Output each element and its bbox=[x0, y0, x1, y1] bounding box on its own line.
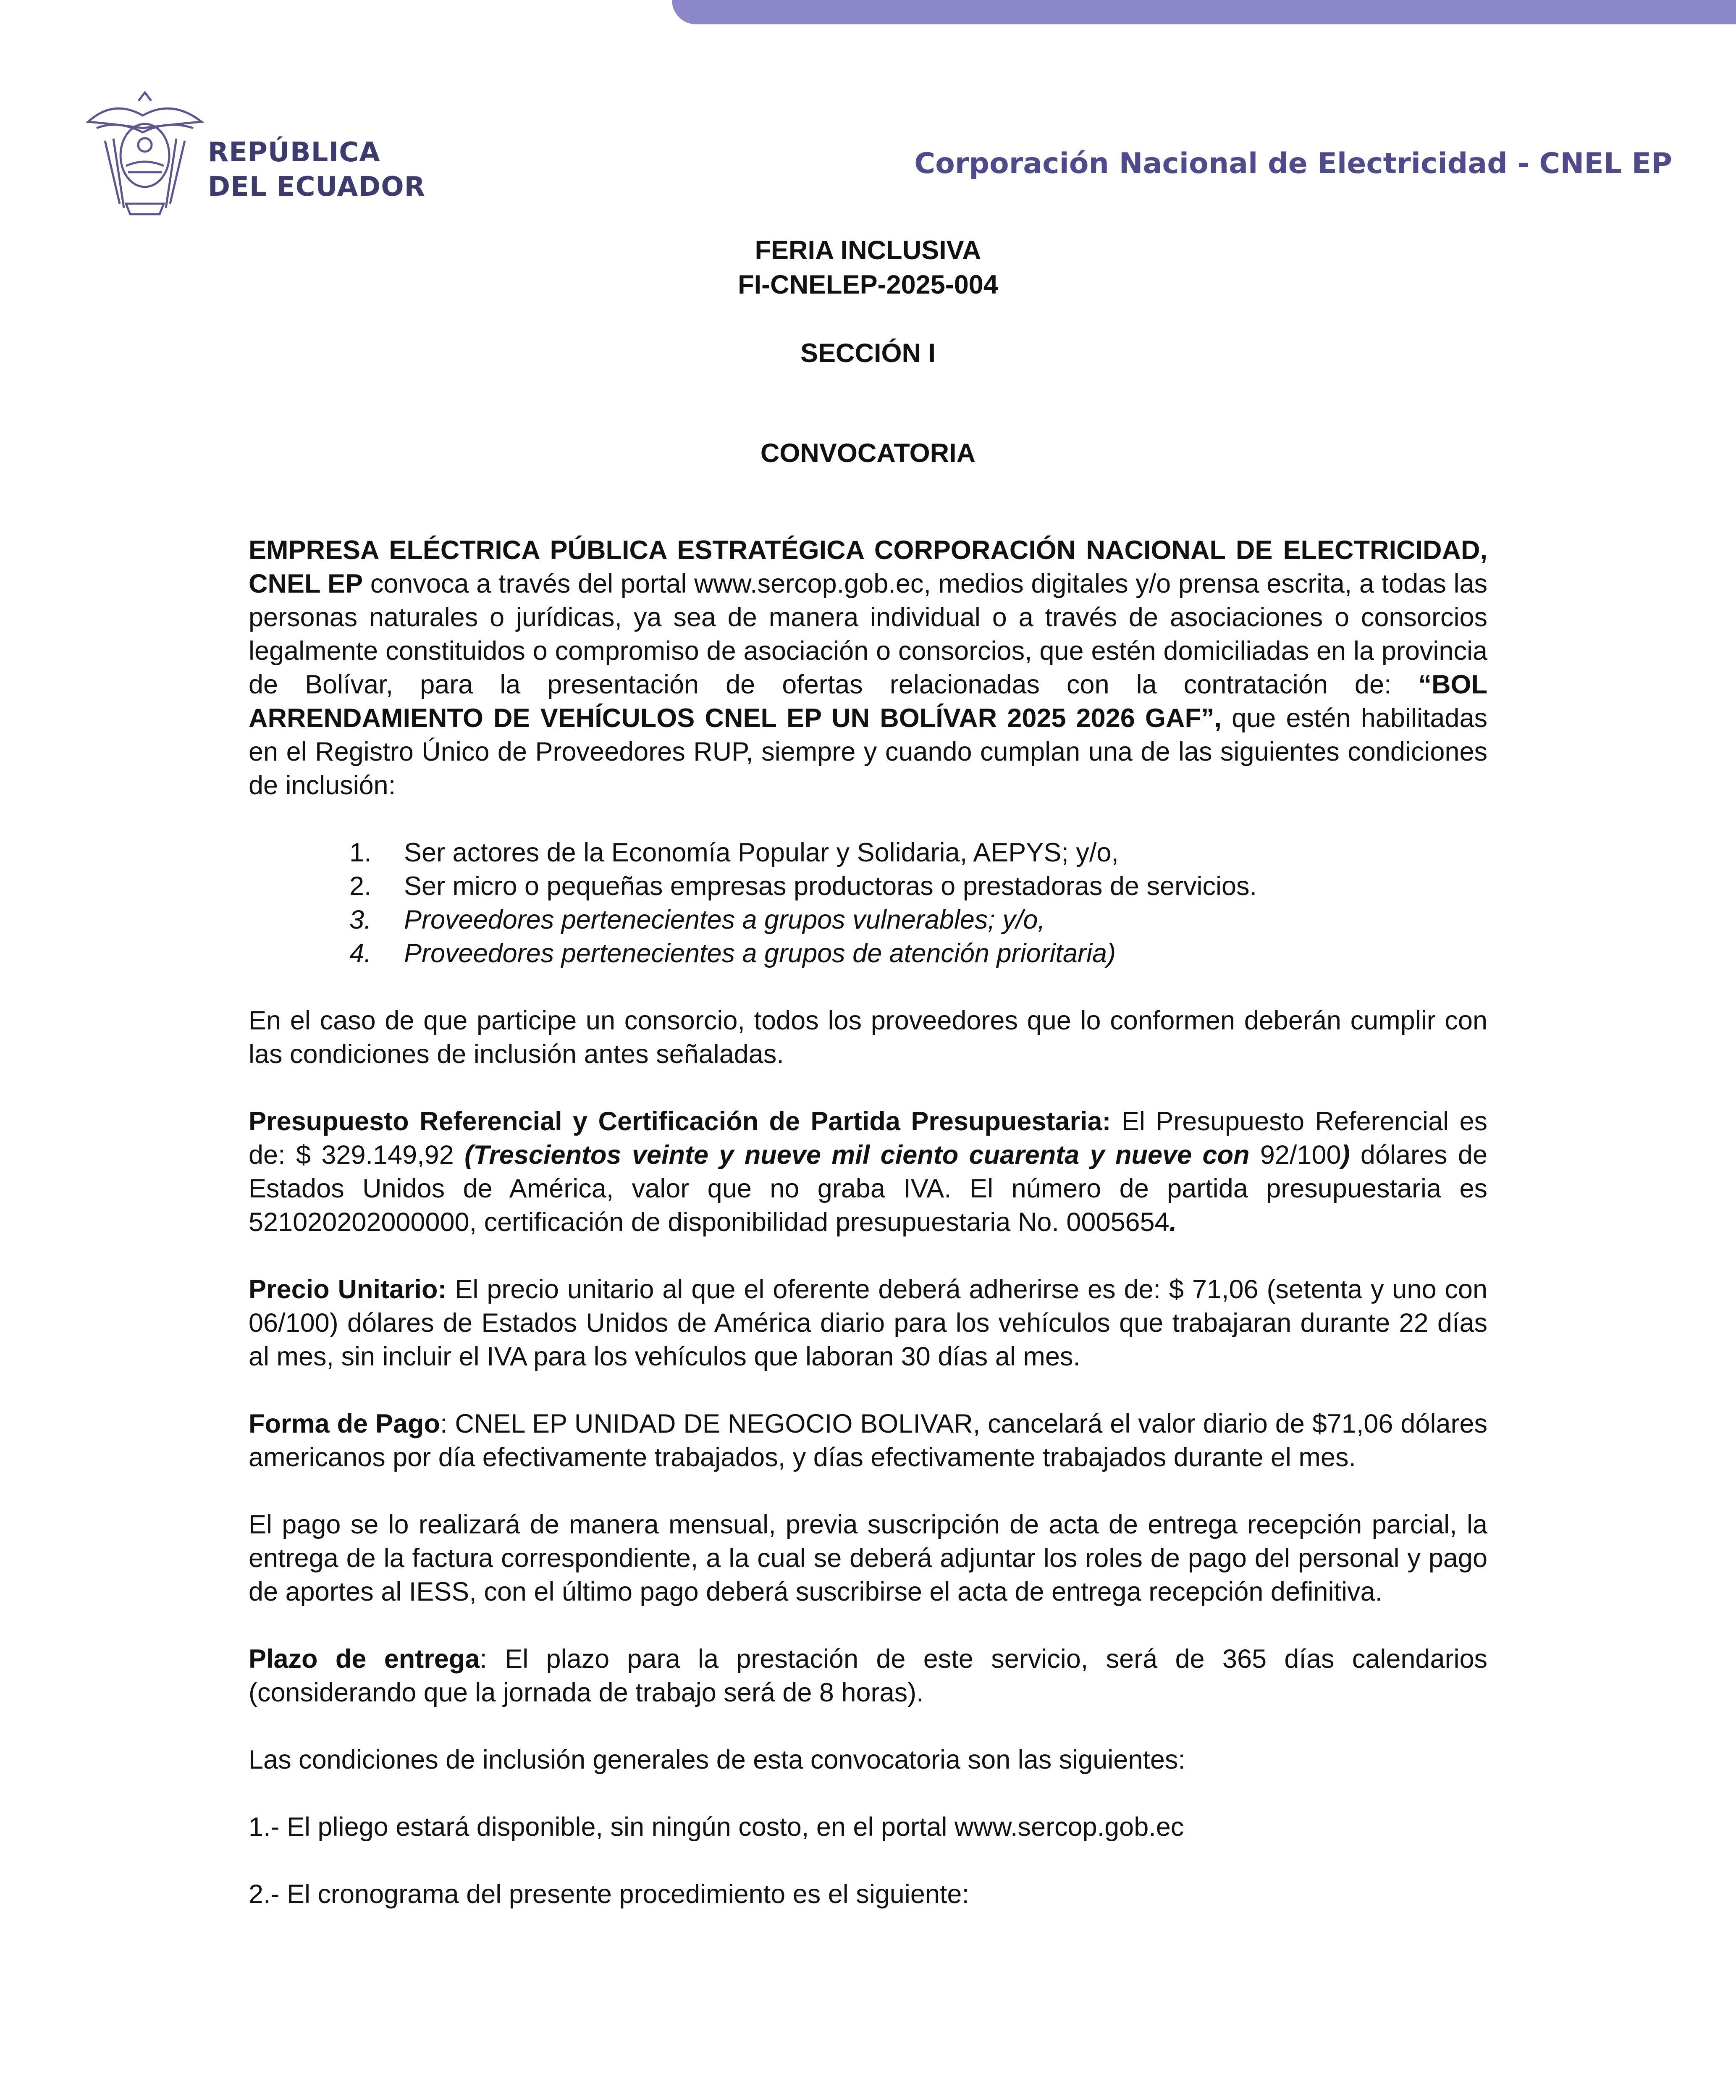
intro-text-2: que estén habilitadas en el Registro Único de Proveedores RUP, siempre y cuando cumplan una de las siguientes condiciones de inclusión: bbox=[249, 704, 1487, 800]
unit-price-paragraph bbox=[249, 1273, 1487, 1373]
payment-label: Forma de Pago bbox=[249, 1409, 440, 1438]
delivery-paragraph bbox=[249, 1642, 1487, 1709]
intro-text-1: convoca a través del portal www.sercop.gob.ec, medios digitales y/o prensa escrita, a todas las personas naturales o jurídicas, ya sea de manera individual o a través de asociaciones o consorcios legalmente constituidos o compromiso de asociación o consorcios, que estén domiciliadas en la provincia de Bolívar, para la presentación de ofertas relacionadas con la contratación de: bbox=[249, 569, 1487, 699]
list-item-number: 1. bbox=[349, 838, 372, 867]
list-item bbox=[249, 836, 1487, 869]
republic-line-2: DEL ECUADOR bbox=[208, 171, 425, 202]
list-item bbox=[249, 937, 1487, 970]
delivery-label: Plazo de entrega bbox=[249, 1644, 480, 1674]
republic-line-1: REPÚBLICA bbox=[208, 137, 380, 168]
document-body bbox=[249, 533, 1487, 1945]
list-item-text: Proveedores pertenecientes a grupos de atención prioritaria) bbox=[404, 939, 1116, 968]
entity-name: EMPRESA ELÉCTRICA PÚBLICA ESTRATÉGICA CORPORACIÓN NACIONAL DE ELECTRICIDAD, CNEL EP bbox=[249, 536, 1487, 598]
feria-title: FERIA INCLUSIVA bbox=[755, 236, 981, 265]
corporation-name: Corporación Nacional de Electricidad - CNEL EP bbox=[914, 147, 1672, 180]
section-title: SECCIÓN I bbox=[800, 339, 936, 368]
list-item-text: Ser micro o pequeñas empresas productoras o prestadoras de servicios. bbox=[404, 872, 1257, 901]
republic-label bbox=[208, 135, 425, 204]
budget-end: . bbox=[1169, 1208, 1177, 1237]
contract-object: “BOL ARRENDAMIENTO DE VEHÍCULOS CNEL EP UN BOLÍVAR 2025 2026 GAF”, bbox=[249, 670, 1487, 733]
budget-text-1: El Presupuesto Referencial es de: $ 329.149,92 bbox=[249, 1107, 1487, 1170]
list-item-text: Proveedores pertenecientes a grupos vulnerables; y/o, bbox=[404, 905, 1045, 934]
schedule-item: 2.- El cronograma del presente procedimiento es el siguiente: bbox=[249, 1880, 969, 1909]
payment-detail-paragraph: El pago se lo realizará de manera mensual, previa suscripción de acta de entrega recepción parcial, la entrega de la factura correspondiente, a la cual se deberá adjuntar los roles de pago del personal y pago de aportes al IESS, con el último pago deberá suscribirse el acta de entrega recepción definitiva. bbox=[249, 1510, 1487, 1606]
budget-text-2: dólares de Estados Unidos de América, valor que no graba IVA. El número de partida presupuestaria es 521020202000000, certificación de disponibilidad presupuestaria No. 0005654 bbox=[249, 1140, 1487, 1237]
coat-of-arms-icon bbox=[76, 82, 214, 220]
intro-paragraph bbox=[249, 533, 1487, 802]
procedure-code: FI-CNELEP-2025-004 bbox=[738, 270, 998, 299]
budget-paragraph bbox=[249, 1105, 1487, 1239]
list-item-text: Ser actores de la Economía Popular y Solidaria, AEPYS; y/o, bbox=[404, 838, 1119, 867]
convocatoria-title: CONVOCATORIA bbox=[760, 438, 976, 468]
budget-close-paren: ) bbox=[1341, 1140, 1350, 1170]
list-item-number: 2. bbox=[349, 872, 372, 901]
budget-label: Presupuesto Referencial y Certificación de Partida Presupuestaria: bbox=[249, 1107, 1111, 1136]
budget-amount-words: (Trescientos veinte y nueve mil ciento cuarenta y nueve con bbox=[464, 1140, 1250, 1170]
list-item bbox=[249, 869, 1487, 903]
list-item bbox=[249, 903, 1487, 937]
unit-price-text: El precio unitario al que el oferente deberá adherirse es de: $ 71,06 (setenta y uno con 06/100) dólares de Estados Unidos de América diario para los vehículos que trabajaran durante 22 días al mes, sin incluir el IVA para los vehículos que laboran 30 días al mes. bbox=[249, 1275, 1487, 1371]
general-conditions-paragraph: Las condiciones de inclusión generales de esta convocatoria son las siguientes: bbox=[249, 1745, 1185, 1774]
top-decorative-band bbox=[672, 0, 1736, 24]
consortium-paragraph: En el caso de que participe un consorcio, todos los proveedores que lo conformen deberán cumplir con las condiciones de inclusión antes señaladas. bbox=[249, 1006, 1487, 1069]
budget-fraction: 92/100 bbox=[1249, 1140, 1341, 1170]
inclusion-conditions-list bbox=[249, 836, 1487, 970]
list-item-number: 4. bbox=[349, 939, 372, 968]
payment-text: : CNEL EP UNIDAD DE NEGOCIO BOLIVAR, cancelará el valor diario de $71,06 dólares americanos por día efectivamente trabajados, y días efectivamente trabajados durante el mes. bbox=[249, 1409, 1487, 1472]
delivery-text: : El plazo para la prestación de este servicio, será de 365 días calendarios (considerando que la jornada de trabajo será de 8 horas). bbox=[249, 1644, 1487, 1707]
list-item-number: 3. bbox=[349, 905, 372, 934]
pliego-item: 1.- El pliego estará disponible, sin ningún costo, en el portal www.sercop.gob.ec bbox=[249, 1812, 1184, 1842]
payment-paragraph bbox=[249, 1407, 1487, 1474]
unit-price-label: Precio Unitario: bbox=[249, 1275, 447, 1304]
